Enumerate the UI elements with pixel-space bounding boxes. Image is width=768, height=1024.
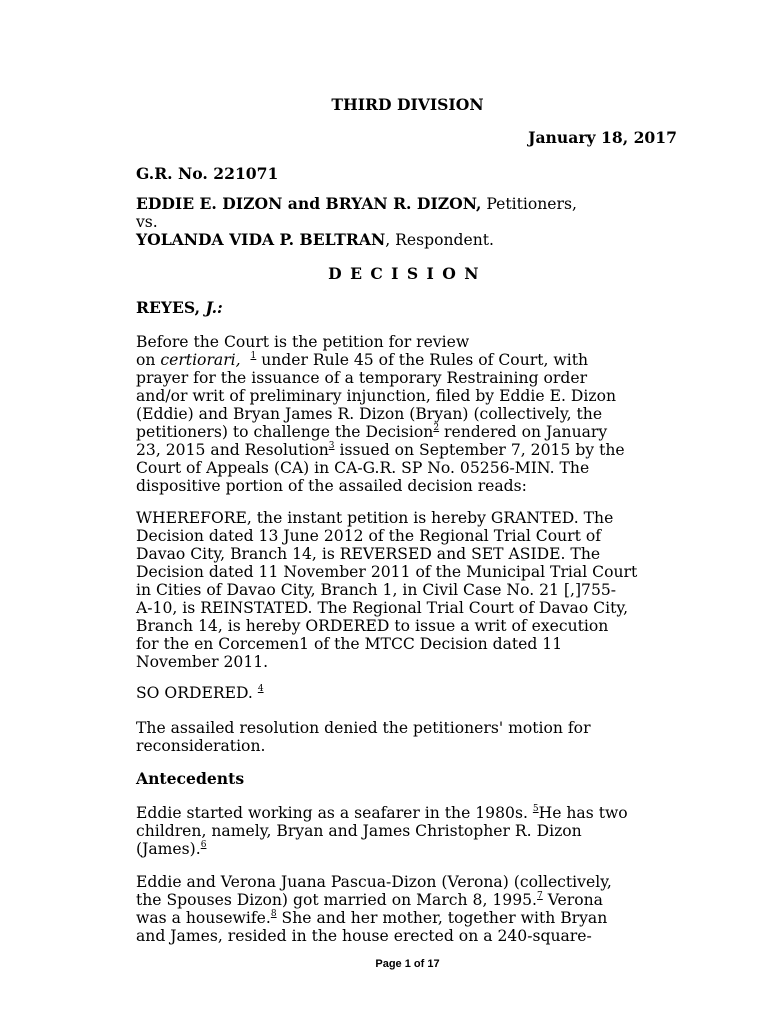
text-line: in Cities of Davao City, Branch 1, in Civil Case No. 21 [,]755-: [136, 581, 617, 599]
text-line: and James, resided in the house erected on a 240-square-: [136, 927, 592, 945]
footnote-ref-7[interactable]: 7: [537, 891, 543, 901]
page-footer: Page 1 of 17: [375, 958, 440, 970]
footnote-ref-4[interactable]: 4: [257, 684, 264, 694]
text-line: Decision dated 13 June 2012 of the Regional Trial Court of: [136, 527, 602, 545]
ponente: [136, 298, 223, 317]
text-line: WHEREFORE, the instant petition is hereby GRANTED. The: [136, 509, 614, 527]
certiorari-italic: certiorari,: [160, 351, 241, 369]
text-line: Before the Court is the petition for review: [136, 333, 470, 351]
text-line: Eddie and Verona Juana Pascua-Dizon (Verona) (collectively,: [136, 873, 612, 891]
text-line: 23, 2015 and Resolution$^3$ issued on September 7, 2015 by the: [136, 441, 625, 459]
antecedents-heading: Antecedents: [136, 769, 245, 788]
versus-line: vs.: [136, 213, 158, 231]
so-ordered: SO ORDERED. $^4$: [136, 684, 264, 702]
text-line: the Spouses Dizon) got married on March 8, 1995.$^7$ Verona: [136, 891, 603, 909]
footnote-ref-2[interactable]: 2: [433, 423, 440, 433]
text-line: Branch 14, is hereby ORDERED to issue a writ of execution: [136, 617, 609, 635]
respondent-name: YOLANDA VIDA P. BELTRAN: [136, 230, 386, 249]
text-line: reconsideration.: [136, 737, 266, 755]
text-line: November 2011.: [136, 653, 269, 671]
footnote-ref-6[interactable]: 6: [200, 840, 207, 850]
text-line: petitioners) to challenge the Decision$^2$ rendered on January: [136, 423, 608, 441]
text-line: was a housewife.$^8$ She and her mother, together with Bryan: [136, 909, 608, 927]
decision-title: DECISION: [328, 264, 487, 283]
gr-number: G.R. No. 221071: [136, 164, 279, 183]
text-line: The assailed resolution denied the petitioners' motion for: [136, 719, 591, 737]
petitioners-label: Petitioners,: [481, 195, 577, 213]
decision-date: January 18, 2017: [528, 128, 677, 147]
respondent-label: , Respondent.: [385, 231, 494, 249]
page-current: 1: [404, 958, 411, 970]
footnote-ref-3[interactable]: 3: [328, 441, 335, 451]
text-line: (James).$^6$: [136, 840, 207, 858]
footnote-ref-5[interactable]: 5: [532, 804, 539, 814]
text-line: Court of Appeals (CA) in CA-G.R. SP No. 05256-MIN. The: [136, 459, 590, 477]
petitioners-names: EDDIE E. DIZON and BRYAN R. DIZON,: [136, 194, 482, 213]
text-line: dispositive portion of the assailed decision reads:: [136, 477, 527, 495]
page-total: 17: [427, 958, 440, 970]
text-line: Davao City, Branch 14, is REVERSED and SET ASIDE. The: [136, 545, 601, 563]
footnote-ref-1[interactable]: 1: [250, 351, 257, 361]
ponente-title: J.:: [205, 298, 223, 317]
petitioners-line: [136, 194, 577, 214]
text-line: Eddie started working as a seafarer in the 1980s. $^5$He has two: [136, 804, 628, 822]
respondent-line: [136, 230, 494, 250]
text-line: on certiorari, $^1$ under Rule 45 of the Rules of Court, with: [136, 351, 589, 369]
ponente-name: REYES,: [136, 298, 206, 317]
text-line: A-10, is REINSTATED. The Regional Trial Court of Davao City,: [136, 599, 629, 617]
text-line: (Eddie) and Bryan James R. Dizon (Bryan) (collectively, the: [136, 405, 603, 423]
footnote-ref-8[interactable]: 8: [270, 909, 277, 919]
text-line: and/or writ of preliminary injunction, filed by Eddie E. Dizon: [136, 387, 617, 405]
text-line: Decision dated 11 November 2011 of the Municipal Trial Court: [136, 563, 638, 581]
division-heading: THIRD DIVISION: [331, 95, 484, 114]
text-line: prayer for the issuance of a temporary Restraining order: [136, 369, 588, 387]
text-line: for the en Corcemen1 of the MTCC Decision dated 11: [136, 635, 563, 653]
text-line: children, namely, Bryan and James Christopher R. Dizon: [136, 822, 582, 840]
